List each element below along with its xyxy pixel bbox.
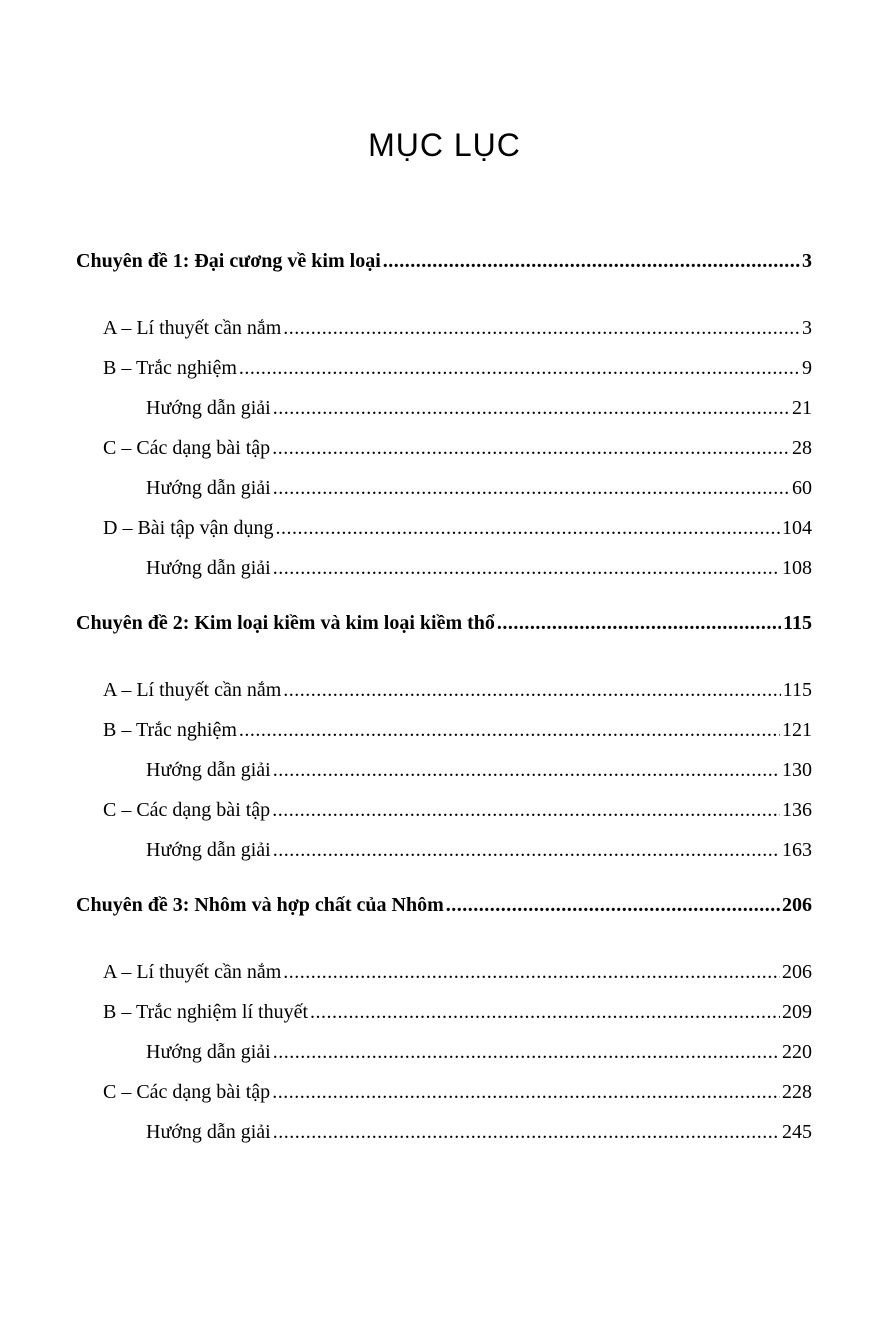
- page-title: MỤC LỤC: [368, 127, 521, 164]
- toc-chapter-heading[interactable]: [76, 606, 812, 640]
- toc-page-number: 130: [782, 759, 812, 781]
- toc-entry[interactable]: [103, 348, 812, 388]
- toc-entry-label: B – Trắc nghiệm lí thuyết: [103, 1001, 308, 1023]
- toc-chapter-label: Chuyên đề 3: Nhôm và hợp chất của Nhôm: [76, 894, 444, 916]
- dot-leader: [383, 244, 800, 278]
- toc-page-number: 220: [782, 1041, 812, 1063]
- toc-entry-label: C – Các dạng bài tập: [103, 1081, 271, 1103]
- toc-page-number: 245: [782, 1121, 812, 1143]
- dot-leader: [283, 952, 780, 992]
- toc-entry-label: Hướng dẫn giải: [146, 839, 271, 861]
- dot-leader: [273, 750, 780, 790]
- toc-entry-label: A – Lí thuyết cần nắm: [103, 679, 282, 701]
- toc-entry-label: B – Trắc nghiệm: [103, 357, 237, 379]
- dot-leader: [283, 670, 780, 710]
- toc-page-number: 3: [802, 250, 812, 272]
- toc-page-number: 3: [802, 317, 812, 339]
- toc-entry[interactable]: [103, 308, 812, 348]
- toc-entry-label: C – Các dạng bài tập: [103, 799, 271, 821]
- toc-entry[interactable]: [103, 790, 812, 830]
- dot-leader: [273, 1112, 780, 1152]
- toc-entry-label: D – Bài tập vận dụng: [103, 517, 274, 539]
- toc-entry[interactable]: [103, 710, 812, 750]
- toc-entry[interactable]: [103, 1072, 812, 1112]
- toc-page-number: 163: [782, 839, 812, 861]
- toc-entry[interactable]: [146, 468, 812, 508]
- toc-page-number: 21: [792, 397, 812, 419]
- toc-entry[interactable]: [146, 1032, 812, 1072]
- toc-entry-label: B – Trắc nghiệm: [103, 719, 237, 741]
- toc-entry[interactable]: [146, 830, 812, 870]
- dot-leader: [239, 348, 800, 388]
- dot-leader: [273, 1032, 780, 1072]
- dot-leader: [273, 830, 780, 870]
- dot-leader: [310, 992, 780, 1032]
- toc-entry-label: Hướng dẫn giải: [146, 397, 271, 419]
- dot-leader: [446, 888, 780, 922]
- toc-entry-label: Hướng dẫn giải: [146, 759, 271, 781]
- toc-entry[interactable]: [103, 428, 812, 468]
- toc-page-number: 209: [782, 1001, 812, 1023]
- dot-leader: [276, 508, 780, 548]
- dot-leader: [273, 388, 790, 428]
- toc-entry[interactable]: [103, 992, 812, 1032]
- toc-page-number: 104: [782, 517, 812, 539]
- toc-chapter-heading[interactable]: [76, 244, 812, 278]
- dot-leader: [272, 1072, 780, 1112]
- toc-entry-label: Hướng dẫn giải: [146, 1041, 271, 1063]
- toc-chapter-heading[interactable]: [76, 888, 812, 922]
- dot-leader: [273, 468, 790, 508]
- dot-leader: [273, 548, 780, 588]
- toc-page-number: 121: [782, 719, 812, 741]
- dot-leader: [283, 308, 800, 348]
- table-of-contents: [0, 244, 889, 1170]
- toc-page-number: 206: [782, 961, 812, 983]
- toc-entry-label: A – Lí thuyết cần nắm: [103, 317, 282, 339]
- toc-page-number: 108: [782, 557, 812, 579]
- toc-entry[interactable]: [146, 1112, 812, 1152]
- dot-leader: [239, 710, 780, 750]
- toc-entry[interactable]: [103, 952, 812, 992]
- dot-leader: [272, 428, 790, 468]
- toc-page-number: 136: [782, 799, 812, 821]
- dot-leader: [497, 606, 781, 640]
- toc-page-number: 9: [802, 357, 812, 379]
- toc-entry-label: A – Lí thuyết cần nắm: [103, 961, 282, 983]
- toc-page-number: 228: [782, 1081, 812, 1103]
- toc-page-number: 28: [792, 437, 812, 459]
- toc-page-number: 206: [782, 894, 812, 916]
- toc-entry-label: Hướng dẫn giải: [146, 477, 271, 499]
- toc-entry[interactable]: [146, 548, 812, 588]
- toc-chapter-label: Chuyên đề 1: Đại cương về kim loại: [76, 250, 381, 272]
- toc-chapter-2: [0, 606, 889, 870]
- toc-entry-label: Hướng dẫn giải: [146, 557, 271, 579]
- toc-chapter-label: Chuyên đề 2: Kim loại kiềm và kim loại kiềm thổ: [76, 612, 495, 634]
- toc-entry-label: C – Các dạng bài tập: [103, 437, 271, 459]
- toc-entry-label: Hướng dẫn giải: [146, 1121, 271, 1143]
- toc-chapter-3: [0, 888, 889, 1152]
- toc-page-number: 60: [792, 477, 812, 499]
- toc-entry[interactable]: [103, 508, 812, 548]
- toc-chapter-1: [0, 244, 889, 588]
- toc-entry[interactable]: [146, 750, 812, 790]
- toc-page-number: 115: [782, 679, 812, 701]
- dot-leader: [272, 790, 780, 830]
- toc-entry[interactable]: [146, 388, 812, 428]
- toc-page-number: 115: [783, 612, 812, 634]
- toc-entry[interactable]: [103, 670, 812, 710]
